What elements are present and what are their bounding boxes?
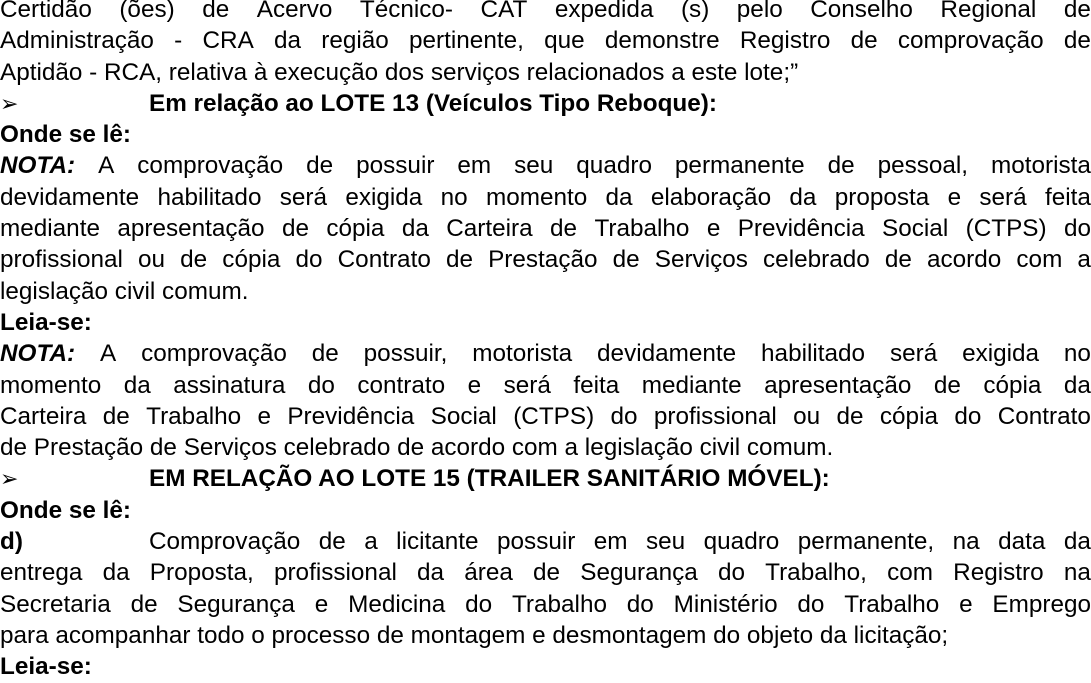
word: Acervo <box>256 0 333 23</box>
word: da <box>605 183 633 211</box>
word: de <box>180 246 208 274</box>
word: (CTPS) <box>965 215 1047 243</box>
word: Trabalho <box>844 590 940 618</box>
word: de <box>550 215 578 243</box>
word: do <box>307 371 335 399</box>
word: de <box>202 0 230 23</box>
item-d-first-line <box>0 526 1091 557</box>
section-heading-lote-13 <box>0 88 1091 119</box>
word: de <box>130 590 158 618</box>
justified-line <box>149 526 1091 557</box>
word: Segurança <box>580 559 698 587</box>
paragraph-last-line: Aptidão - RCA, relativa à execução dos serviços relacionados a este lote;” <box>0 58 799 86</box>
word: e <box>706 215 721 243</box>
word: da <box>789 183 817 211</box>
word: possuir <box>497 528 576 556</box>
word: cópia <box>983 371 1042 399</box>
word: acordo <box>927 246 1002 274</box>
word: Ministério <box>673 590 778 618</box>
word: de <box>884 246 912 274</box>
leia-se-label: Leia-se: <box>0 653 92 681</box>
word: da <box>417 559 445 587</box>
word: Medicina <box>348 590 446 618</box>
word: de <box>827 152 855 180</box>
word: de <box>281 215 309 243</box>
word: da <box>274 27 302 55</box>
word: Trabalho <box>146 402 242 430</box>
word: e <box>314 590 329 618</box>
word: Conselho <box>810 0 913 23</box>
paragraph-last-line: de Prestação de Serviços celebrado de acordo com a legislação civil comum. <box>0 434 834 462</box>
word: quadro <box>703 528 780 556</box>
justified-line <box>0 182 1091 213</box>
word: pessoal, <box>877 152 969 180</box>
word: permanente <box>674 152 805 180</box>
word: do <box>610 402 638 430</box>
word: (CTPS) <box>513 402 595 430</box>
word: será <box>889 340 938 368</box>
justified-line <box>0 0 1091 25</box>
word: proposta <box>834 183 930 211</box>
word: de <box>311 340 339 368</box>
justified-line <box>0 244 1091 275</box>
justified-line <box>0 213 1091 244</box>
word: profissional <box>653 402 777 430</box>
word: de <box>102 402 130 430</box>
word: a <box>1077 246 1091 274</box>
section-heading-text: Em relação ao LOTE 13 (Veículos Tipo Reboque): <box>149 89 717 117</box>
word: data <box>998 528 1046 556</box>
word: habilitado <box>157 183 262 211</box>
onde-se-le-label: Onde se lê: <box>0 496 131 524</box>
word: Social <box>882 215 949 243</box>
word: do <box>295 246 323 274</box>
word: A <box>99 340 117 368</box>
paragraph-last-line: para acompanhar todo o processo de montagem e desmontagem do objeto da licitação; <box>0 621 949 649</box>
onde-se-le-label: Onde se lê: <box>0 121 131 149</box>
word: da <box>123 371 151 399</box>
word: será <box>503 371 551 399</box>
word: de <box>612 246 640 274</box>
word: Técnico- <box>359 0 454 23</box>
word: - <box>174 27 183 55</box>
word: a <box>364 528 378 556</box>
word: em <box>593 528 628 556</box>
word: feita <box>1044 183 1091 211</box>
word: de <box>933 371 961 399</box>
word: e <box>257 402 271 430</box>
word: de <box>445 246 473 274</box>
word: Trabalho <box>594 215 690 243</box>
word: Serviços <box>654 246 748 274</box>
nota-first-line <box>0 338 1091 369</box>
word: Carteira <box>446 215 533 243</box>
word: e <box>959 590 973 618</box>
word: mediante <box>641 371 742 399</box>
word: momento <box>485 183 588 211</box>
word: possuir, <box>363 340 448 368</box>
nota-label: NOTA: <box>0 152 76 180</box>
word: Registro <box>953 559 1044 587</box>
word: Contrato <box>337 246 431 274</box>
word: Registro <box>739 27 831 55</box>
word: do <box>626 590 654 618</box>
word: comprovação <box>897 27 1044 55</box>
word: e <box>467 371 482 399</box>
word: Previdência <box>737 215 865 243</box>
word: Social <box>430 402 497 430</box>
justified-line <box>0 557 1091 588</box>
word: apresentação <box>764 371 912 399</box>
word: momento <box>0 371 102 399</box>
nota-label: NOTA: <box>0 340 76 368</box>
word: de <box>1063 0 1091 23</box>
word: com <box>887 559 933 587</box>
word: em <box>457 152 492 180</box>
word: licitante <box>396 528 479 556</box>
word: exigida <box>962 340 1040 368</box>
word: que <box>544 27 585 55</box>
justified-line <box>0 589 1091 620</box>
word: motorista <box>472 340 573 368</box>
word: será <box>979 183 1027 211</box>
word: A <box>98 152 115 180</box>
word: com <box>1016 246 1063 274</box>
word: do <box>1063 215 1091 243</box>
word: Prestação <box>488 246 598 274</box>
word: no <box>1063 340 1091 368</box>
word: Segurança <box>177 590 295 618</box>
word: assinatura <box>173 371 286 399</box>
word: cópia <box>879 402 938 430</box>
justified-line <box>0 370 1091 401</box>
word: Proposta, <box>149 559 254 587</box>
word: ou <box>793 402 821 430</box>
word: área <box>464 559 513 587</box>
word: Trabalho, <box>765 559 867 587</box>
word: Regional <box>940 0 1037 23</box>
word: Certidão <box>0 0 92 23</box>
word: e <box>947 183 962 211</box>
word: CAT <box>480 0 528 23</box>
word: Carteira <box>0 402 87 430</box>
word: Secretaria <box>0 590 111 618</box>
word: permanente, <box>797 528 935 556</box>
word: mediante <box>0 215 100 243</box>
word: da <box>1063 371 1091 399</box>
paragraph-last-line: legislação civil comum. <box>0 277 249 305</box>
word: de <box>318 528 346 556</box>
word: seu <box>646 528 686 556</box>
word: será <box>279 183 328 211</box>
word: de <box>306 152 334 180</box>
word: apresentação <box>117 215 265 243</box>
arrow-bullet-icon: ➢ <box>0 466 19 492</box>
section-heading-text: EM RELAÇÃO AO LOTE 15 (TRAILER SANITÁRIO MÓVEL): <box>149 465 830 493</box>
word: CRA <box>202 27 254 55</box>
word: região <box>321 27 389 55</box>
justified-line <box>0 25 1091 56</box>
word: expedida <box>554 0 654 23</box>
word: demonstre <box>604 27 720 55</box>
word: da <box>401 215 429 243</box>
word: Emprego <box>992 590 1091 618</box>
item-d-label: d) <box>0 528 23 556</box>
word: devidamente <box>597 340 737 368</box>
word: possuir <box>356 152 435 180</box>
word: feita <box>573 371 620 399</box>
word: do <box>797 590 825 618</box>
word: entrega <box>0 559 83 587</box>
word: elaboração <box>650 183 772 211</box>
word: ou <box>138 246 166 274</box>
justified-line <box>0 401 1091 432</box>
word: exigida <box>345 183 423 211</box>
word: pelo <box>736 0 783 23</box>
word: quadro <box>576 152 652 180</box>
word: de <box>1063 27 1091 55</box>
word: comprovação <box>141 340 287 368</box>
word: habilitado <box>761 340 866 368</box>
nota-first-line <box>0 150 1091 181</box>
word: devidamente <box>0 183 140 211</box>
word: celebrado <box>763 246 870 274</box>
word: (s) <box>680 0 710 23</box>
word: do <box>717 559 745 587</box>
word: profissional <box>0 246 123 274</box>
word: motorista <box>991 152 1091 180</box>
word: no <box>440 183 468 211</box>
word: na <box>952 528 980 556</box>
word: seu <box>514 152 554 180</box>
word: do <box>465 590 493 618</box>
word: Contrato <box>997 402 1091 430</box>
word: Administração <box>0 27 154 55</box>
word: Comprovação <box>149 528 301 556</box>
leia-se-label: Leia-se: <box>0 308 92 336</box>
word: cópia <box>326 215 385 243</box>
word: de <box>850 27 878 55</box>
word: do <box>954 402 982 430</box>
word: Trabalho <box>511 590 607 618</box>
word: de <box>533 559 561 587</box>
word: pertinente, <box>409 27 524 55</box>
word: profissional <box>273 559 397 587</box>
section-heading-lote-15 <box>0 463 1091 494</box>
word: da <box>1063 528 1091 556</box>
word: comprovação <box>137 152 284 180</box>
word: Previdência <box>287 402 415 430</box>
word: na <box>1063 559 1091 587</box>
word: de <box>836 402 864 430</box>
word: da <box>102 559 130 587</box>
arrow-bullet-icon: ➢ <box>0 90 19 116</box>
word: contrato <box>357 371 446 399</box>
word: cópia <box>222 246 281 274</box>
word: (ões) <box>119 0 175 23</box>
